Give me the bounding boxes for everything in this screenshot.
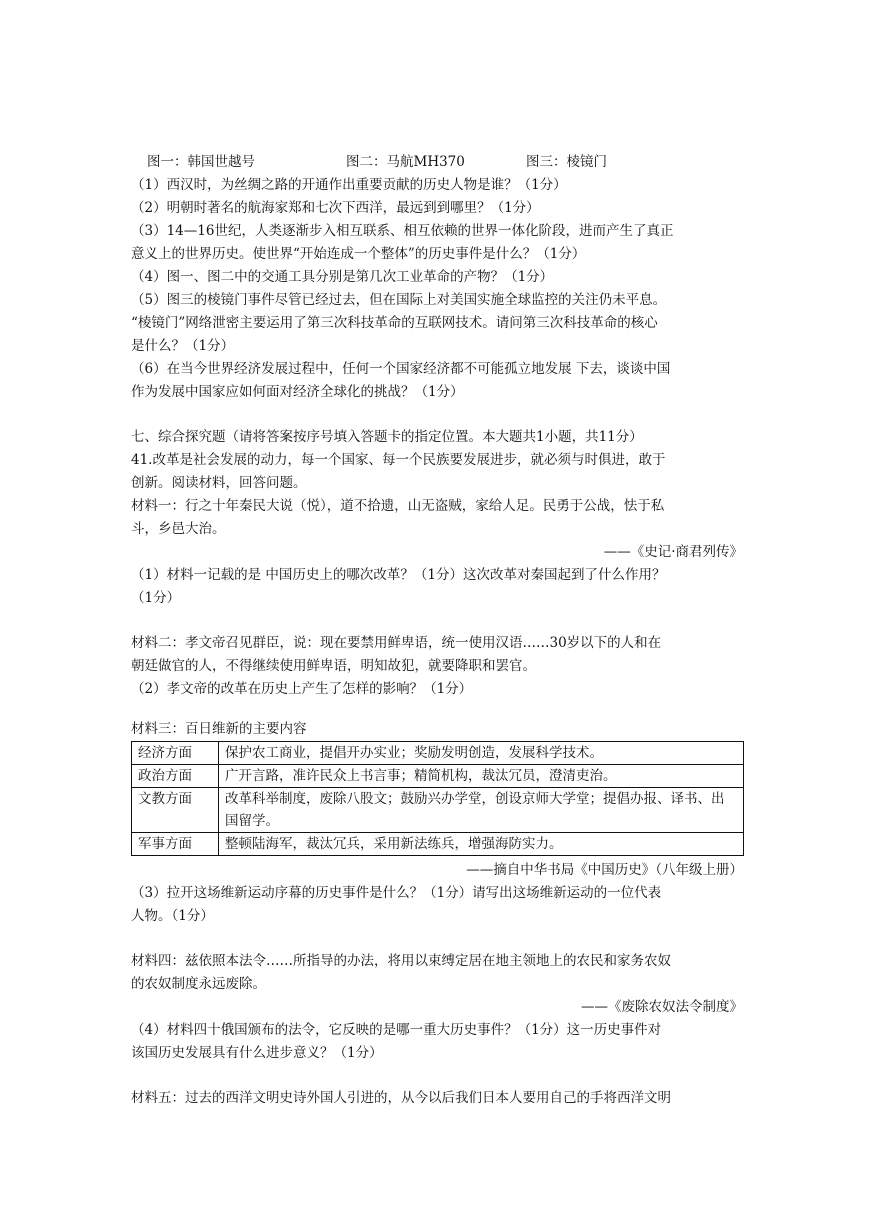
material5-line: 材料五：过去的西洋文明史诗外国人引进的，从今以后我们日本人要用自己的手将西洋文明 <box>131 1090 671 1106</box>
table-row <box>132 788 744 833</box>
figure-caption-3: 图三：棱镜门 <box>526 154 607 170</box>
material4-line: 的农奴制度永远废除。 <box>131 976 266 992</box>
table-row <box>132 765 744 788</box>
question-4-line: 该国历史发展具有什么进步意义？（1分） <box>131 1045 383 1061</box>
material1-line: 材料一：行之十年秦民大说（悦），道不拾遗，山无盗贼，家给人足。民勇于公战，怯于私 <box>131 498 665 514</box>
table-cell-content: 广开言路，准许民众上书言事；精简机构，裁汰冗员，澄清吏治。 <box>219 765 744 788</box>
material1-source: ——《史记·商君列传》 <box>603 544 743 560</box>
table-cell-category: 政治方面 <box>132 765 219 788</box>
question-line: “棱镜门”网络泄密主要运用了第三次科技革命的互联网技术。请问第三次科技革命的核心 <box>131 315 658 331</box>
question-line: 意义上的世界历史。使世界“开始连成一个整体”的历史事件是什么？（1分） <box>131 246 586 262</box>
material4-source: ——《废除农奴法令制度》 <box>581 999 743 1015</box>
question-line: 是什么？（1分） <box>131 338 235 354</box>
question-line: （1）西汉时，为丝绸之路的开通作出重要贡献的历史人物是谁？（1分） <box>131 177 567 193</box>
reform-content-table <box>131 741 744 856</box>
question-4-line: （4）材料四十俄国颁布的法令，它反映的是哪一重大历史事件？（1分）这一历史事件对 <box>131 1022 662 1038</box>
question-line: （5）图三的棱镜门事件尽管已经过去，但在国际上对美国实施全球监控的关注仍未平息。 <box>131 292 667 308</box>
table-row <box>132 742 744 765</box>
figure-captions <box>131 151 743 173</box>
material2-line: 朝廷做官的人，不得继续使用鲜卑语，明知故犯，就要降职和罢官。 <box>131 658 536 674</box>
table-cell-content: 改革科举制度，废除八股文；鼓励兴办学堂，创设京师大学堂；提倡办报、译书、出国留学。 <box>219 788 744 833</box>
question-2: （2）孝文帝的改革在历史上产生了怎样的影响？（1分） <box>131 681 473 697</box>
table-cell-content: 保护农工商业，提倡开办实业；奖励发明创造，发展科学技术。 <box>219 742 744 765</box>
intro-line: 创新。阅读材料，回答问题。 <box>131 475 307 491</box>
material1-line: 斗，乡邑大治。 <box>131 521 226 537</box>
material3-source: ——摘自中华书局《中国历史》（八年级上册） <box>466 862 743 878</box>
section-heading: 七、综合探究题（请将答案按序号填入答题卡的指定位置。本大题共1小题，共11分） <box>131 429 643 445</box>
question-line: （2）明朝时著名的航海家郑和七次下西洋，最远到到哪里？（1分） <box>131 200 540 216</box>
figure-caption-2: 图二：马航MH370 <box>346 154 465 170</box>
intro-line: 41.改革是社会发展的动力，每一个国家、每一个民族要发展进步，就必须与时俱进，敢于 <box>131 452 666 468</box>
question-line: （4）图一、图二中的交通工具分别是第几次工业革命的产物？（1分） <box>131 269 554 285</box>
question-line: 作为发展中国家应如何面对经济全球化的挑战？（1分） <box>131 384 464 400</box>
question-line: （3）14—16世纪，人类逐渐步入相互联系、相互依赖的世界一体化阶段，进而产生了真正 <box>131 223 674 239</box>
table-cell-category: 军事方面 <box>132 833 219 856</box>
material3-title: 材料三：百日维新的主要内容 <box>131 721 307 737</box>
table-cell-category: 文教方面 <box>132 788 219 833</box>
question-3-line: （3）拉开这场维新运动序幕的历史事件是什么？（1分）请写出这场维新运动的一位代表 <box>131 885 662 901</box>
table-row <box>132 833 744 856</box>
question-3-line: 人物。（1分） <box>131 908 214 924</box>
question-line: （6）在当今世界经济发展过程中，任何一个国家经济都不可能孤立地发展 下去，谈谈中国 <box>131 361 671 377</box>
question-1-line: （1）材料一记载的是 中国历史上的哪次改革？（1分）这次改革对秦国起到了什么作用？ <box>131 567 666 583</box>
material2-line: 材料二：孝文帝召见群臣，说：现在要禁用鲜卑语，统一使用汉语……30岁以下的人和在 <box>131 635 662 651</box>
table-cell-content: 整顿陆海军，裁汰冗兵，采用新法练兵，增强海防实力。 <box>219 833 744 856</box>
table-cell-category: 经济方面 <box>132 742 219 765</box>
figure-caption-1: 图一：韩国世越号 <box>147 154 255 170</box>
material4-line: 材料四：兹依照本法令……所指导的办法，将用以束缚定居在地主领地上的农民和家务农奴 <box>131 953 671 969</box>
question-1-line: （1分） <box>131 590 181 606</box>
